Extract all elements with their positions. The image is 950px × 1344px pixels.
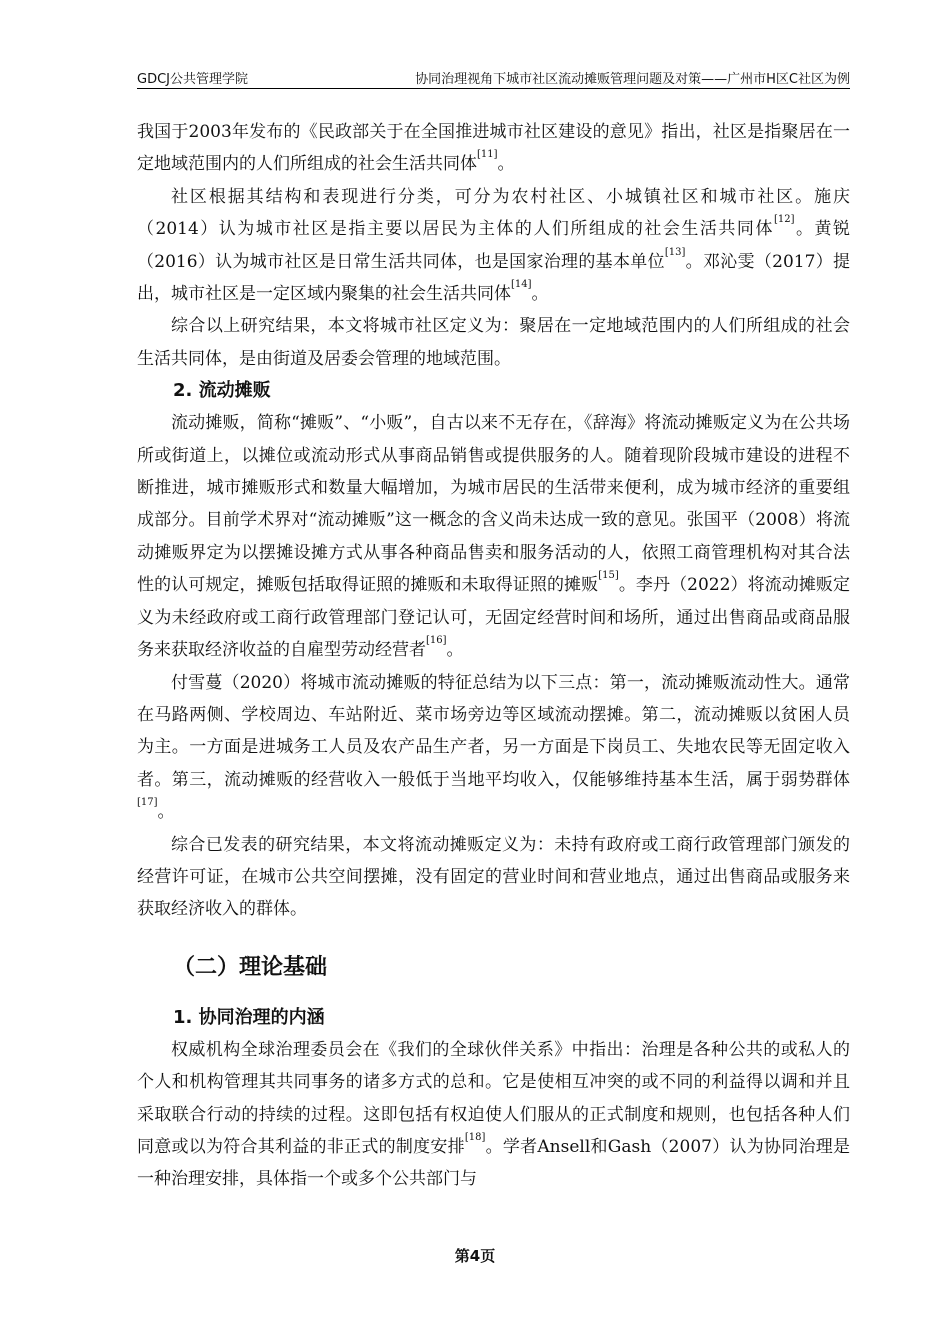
spacer bbox=[137, 988, 850, 1002]
paragraph-community-definition bbox=[137, 116, 850, 181]
paragraph-text: 权威机构全球治理委员会在《我们的全球伙伴关系》中指出：治理是各种公共的或私人的个人和机构管理其共同事务的诸多方式的总和。它是使相互冲突的或不同的利益得以调和并且采取联合行动的持续的过程。这即包括有权迫使人们服从的正式制度和规则，也包括各种人们同意或以为符合其利益的非正式的制度安排 bbox=[137, 1039, 850, 1157]
paragraph-text: 综合已发表的研究结果，本文将流动摊贩定义为：未持有政府或工商行政管理部门颁发的经营许可证，在城市公共空间摆摊，没有固定的营业时间和营业地点，通过出售商品或服务来获取经济收入的群体。 bbox=[137, 834, 850, 920]
paragraph-text: 付雪蔓（2020）将城市流动摊贩的特征总结为以下三点：第一，流动摊贩流动性大。通常在马路两侧、学校周边、车站附近、菜市场旁边等区域流动摆摊。第二，流动摊贩以贫困人员为主。一方面是进城务工人员及农产品生产者，另一方面是下岗员工、失地农民等无固定收入者。第三，流动摊贩的经营收入一般低于当地平均收入，仅能够维持基本生活，属于弱势群体 bbox=[137, 672, 850, 790]
heading-theoretical-basis: （二）理论基础 bbox=[173, 954, 328, 980]
paragraph-governance-definition bbox=[137, 1034, 850, 1196]
paragraph-text: 社区根据其结构和表现进行分类，可分为农村社区、小城镇社区和城市社区。施庆（2014）认为城市社区是指主要以居民为主体的人们所组成的社会生活共同体 bbox=[137, 186, 850, 240]
citation-ref: [17] bbox=[137, 797, 158, 809]
paragraph-vendor-definition bbox=[137, 407, 850, 666]
citation-ref: [16] bbox=[426, 635, 447, 647]
heading-collaborative-governance: 1. 协同治理的内涵 bbox=[173, 1006, 325, 1028]
paragraph-text: 流动摊贩，简称“摊贩”、“小贩”，自古以来不无存在，《辞海》将流动摊贩定义为在公共场所或街道上，以摊位或流动形式从事商品销售或提供服务的人。随着现阶段城市建设的进程不断推进，城市摊贩形式和数量大幅增加，为城市居民的生活带来便利，成为城市经济的重要组成部分。目前学术界对“流动摊贩”这一概念的含义尚未达成一致的意见。张国平（2008）将流动摊贩界定为以摆摊设摊方式从事各种商品售卖和服务活动的人，依照工商管理机构对其合法性的认可规定，摊贩包括取得证照的摊贩和未取得证照的摊贩 bbox=[137, 413, 850, 596]
paragraph-tail: 。 bbox=[531, 284, 549, 305]
page-number: 第4页 bbox=[454, 1247, 496, 1265]
paragraph-vendor-summary bbox=[137, 829, 850, 926]
citation-ref: [14] bbox=[511, 279, 532, 291]
paragraph-text: 综合以上研究结果，本文将城市社区定义为：聚居在一定地域范围内的人们所组成的社会生活共同体，是由街道及居委会管理的地域范围。 bbox=[137, 316, 850, 369]
header-institution: GDCJ公共管理学院 bbox=[137, 72, 248, 87]
paragraph-text: 我国于2003年发布的《民政部关于在全国推进城市社区建设的意见》指出，社区是指聚居在一定地域范围内的人们所组成的社会生活共同体 bbox=[137, 122, 850, 175]
paragraph-tail: 。 bbox=[157, 802, 175, 823]
paragraph-text: 。李丹（2022）将流动摊贩定义为未经政府或工商行政管理部门登记认可，无固定经营时间和场所，通过出售商品或商品服务来获取经济收益的自雇型劳动经营者 bbox=[137, 575, 850, 661]
header-thesis-title: 协同治理视角下城市社区流动摊贩管理问题及对策——广州市H区C社区为例 bbox=[415, 72, 850, 87]
paragraph-text: 。邓沁雯（2017）提出，城市社区是一定区域内聚集的社会生活共同体 bbox=[137, 251, 851, 305]
citation-ref: [12] bbox=[773, 214, 795, 226]
body-text bbox=[137, 116, 850, 1196]
paragraph-tail: 。 bbox=[497, 154, 515, 175]
paragraph-community-types bbox=[137, 181, 850, 311]
page-header bbox=[137, 66, 850, 89]
citation-ref: [18] bbox=[464, 1131, 486, 1143]
spacer bbox=[137, 926, 850, 948]
heading-mobile-vendors: 2. 流动摊贩 bbox=[173, 380, 271, 402]
citation-ref: [13] bbox=[664, 246, 686, 258]
citation-ref: [11] bbox=[477, 149, 498, 161]
paragraph-text: 。学者Ansell和Gash（2007）认为协同治理是一种治理安排，具体指一个或多个公共部门与 bbox=[137, 1136, 850, 1190]
paragraph-community-summary bbox=[137, 310, 850, 375]
paragraph-vendor-features bbox=[137, 667, 850, 829]
paragraph-text: 。黄锐（2016）认为城市社区是日常生活共同体，也是国家治理的基本单位 bbox=[137, 219, 851, 272]
citation-ref: [15] bbox=[598, 570, 619, 582]
paragraph-tail: 。 bbox=[446, 640, 464, 661]
